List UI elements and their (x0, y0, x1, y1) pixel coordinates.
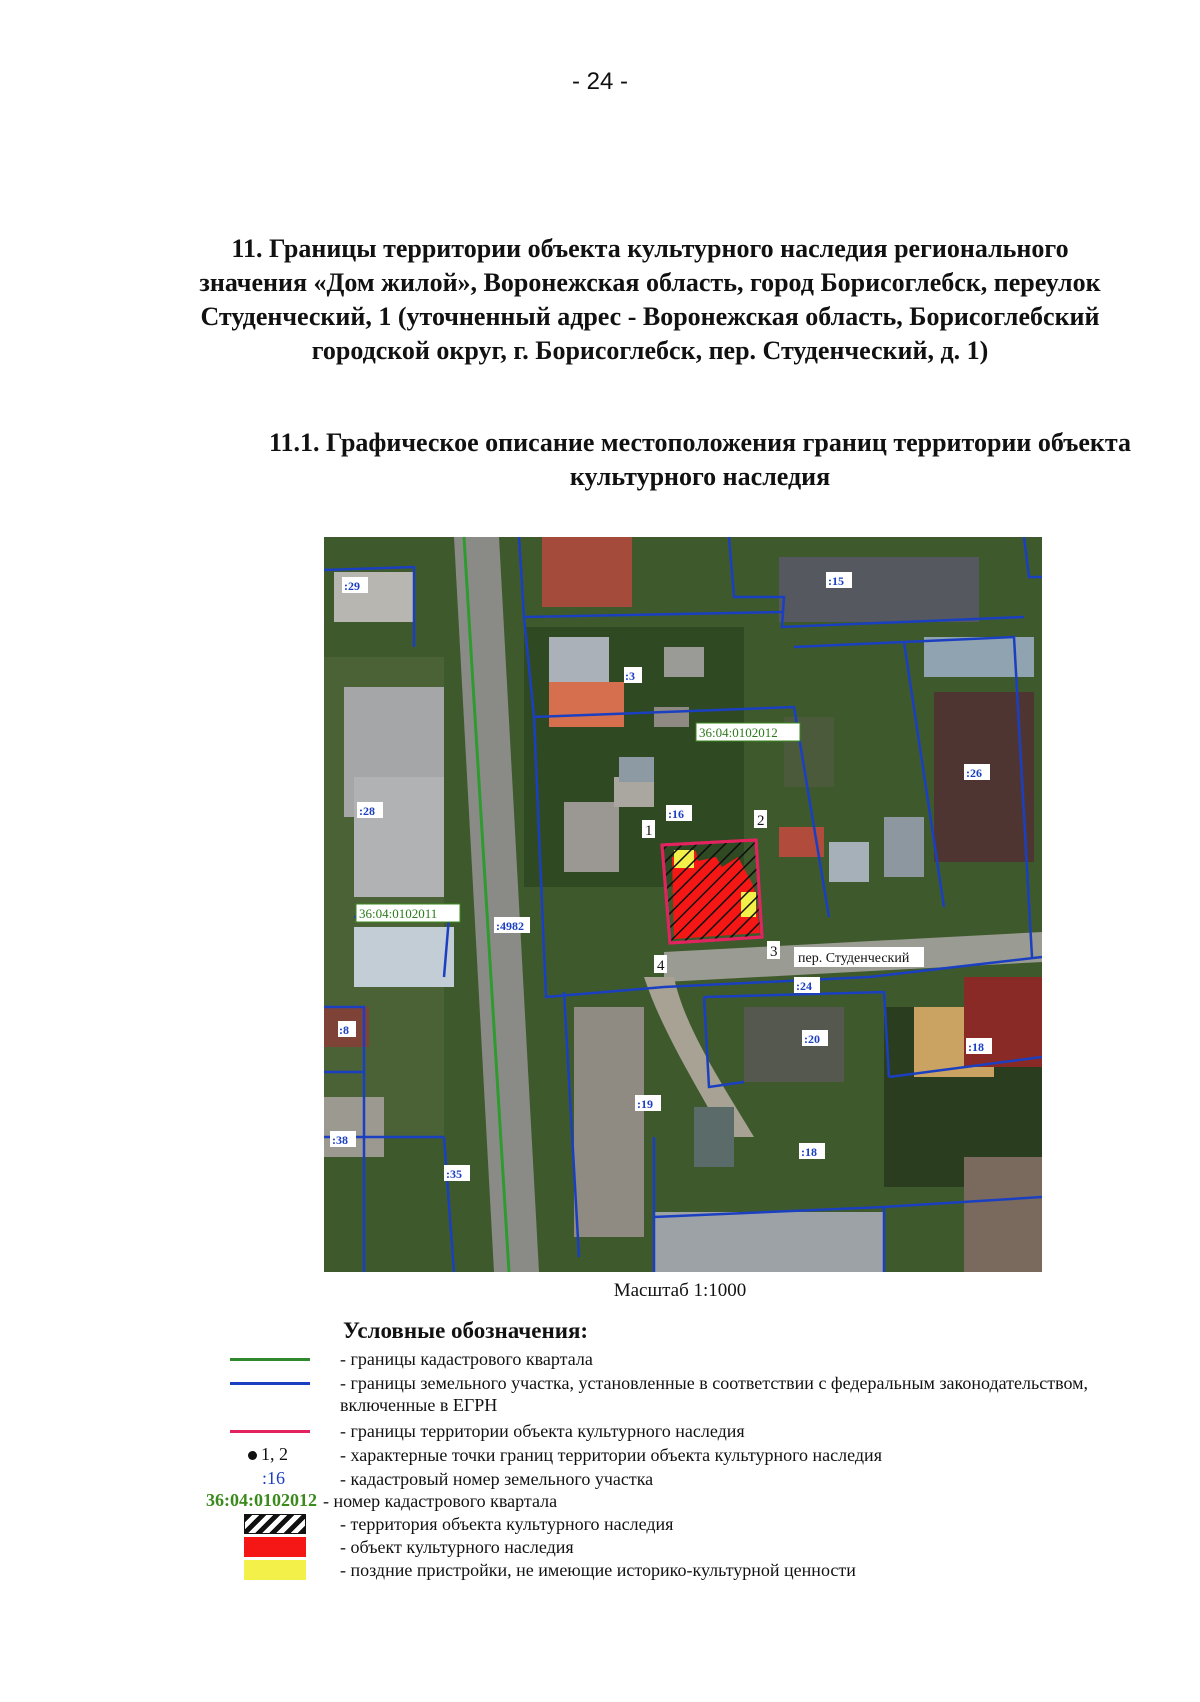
dot-icon (248, 1451, 257, 1460)
blue-line-symbol (230, 1382, 310, 1385)
parcel-label: :15 (828, 574, 844, 588)
point-label: 1 (645, 823, 653, 839)
legend-item-parcel-boundary: - границы земельного участка, установленные в соответствии с федеральным законодательством, включенные в ЕГРН (190, 1372, 1110, 1418)
point-symbol: 1, 2 (248, 1444, 288, 1465)
quarter-label: 36:04:0102012 (699, 725, 778, 740)
magenta-line-symbol (230, 1430, 310, 1433)
legend-item-heritage-object: - объект культурного наследия (190, 1536, 1110, 1560)
parcel-label: :19 (637, 1097, 653, 1111)
aerial-map (324, 537, 1042, 1272)
green-line-symbol (230, 1358, 310, 1361)
parcel-label: :18 (801, 1145, 817, 1159)
parcel-label: :26 (966, 766, 982, 780)
legend-item-points: 1, 2 - характерные точки границ территории объекта культурного наследия (190, 1444, 1110, 1468)
point-label: 2 (757, 813, 765, 829)
map-scale: Масштаб 1:1000 (613, 1280, 747, 1301)
document-title: 11. Границы территории объекта культурного наследия регионального значения «Дом жилой», Воронежская область, город Борисоглебск, переулок Студенческий, 1 (уточненный адрес - Воронежская область, Борисоглебский городской округ, г. Борисоглебск, пер. Студенческий, д. 1) (199, 234, 1101, 365)
legend-item-cadnum: :16 - кадастровый номер земельного участка (262, 1468, 654, 1489)
legend-item-quarter-boundary: - границы кадастрового квартала (190, 1348, 1110, 1372)
yellow-swatch (244, 1560, 306, 1580)
point-label: 3 (770, 944, 778, 960)
parcel-label: :20 (804, 1032, 820, 1046)
street-label: пер. Студенческий (798, 951, 910, 966)
parcel-label: :29 (344, 579, 360, 593)
legend-item-heritage-territory: - территория объекта культурного наследия (190, 1513, 1110, 1537)
parcel-label: :24 (796, 979, 812, 993)
legend-item-quarter-number: 36:04:0102012 - номер кадастрового квартала (206, 1490, 558, 1511)
parcel-label: :8 (339, 1023, 349, 1037)
quarter-label: 36:04:0102011 (359, 906, 438, 921)
red-swatch (244, 1537, 306, 1557)
parcel-label: :16 (668, 807, 684, 821)
page-number: - 24 - (571, 68, 628, 95)
parcel-label: :18 (968, 1040, 984, 1054)
parcel-label: :35 (446, 1167, 462, 1181)
hatch-swatch (244, 1514, 306, 1534)
parcel-label: :28 (359, 804, 375, 818)
point-label: 4 (657, 958, 665, 974)
cadnum-symbol: :16 (262, 1468, 286, 1488)
section-subtitle: 11.1. Графическое описание местоположения границ территории объекта культурного наследия (268, 428, 1132, 491)
legend-item-late-annex: - поздние пристройки, не имеющие историко-культурной ценности (190, 1559, 1110, 1583)
legend-title: Условные обозначения: (343, 1318, 589, 1343)
quarter-number-symbol: 36:04:0102012 (206, 1490, 317, 1510)
parcel-label: :3 (625, 669, 635, 683)
parcel-label: :38 (332, 1133, 348, 1147)
parcel-label: :4982 (496, 919, 524, 933)
legend-item-heritage-boundary: - границы территории объекта культурного наследия (190, 1420, 1110, 1444)
